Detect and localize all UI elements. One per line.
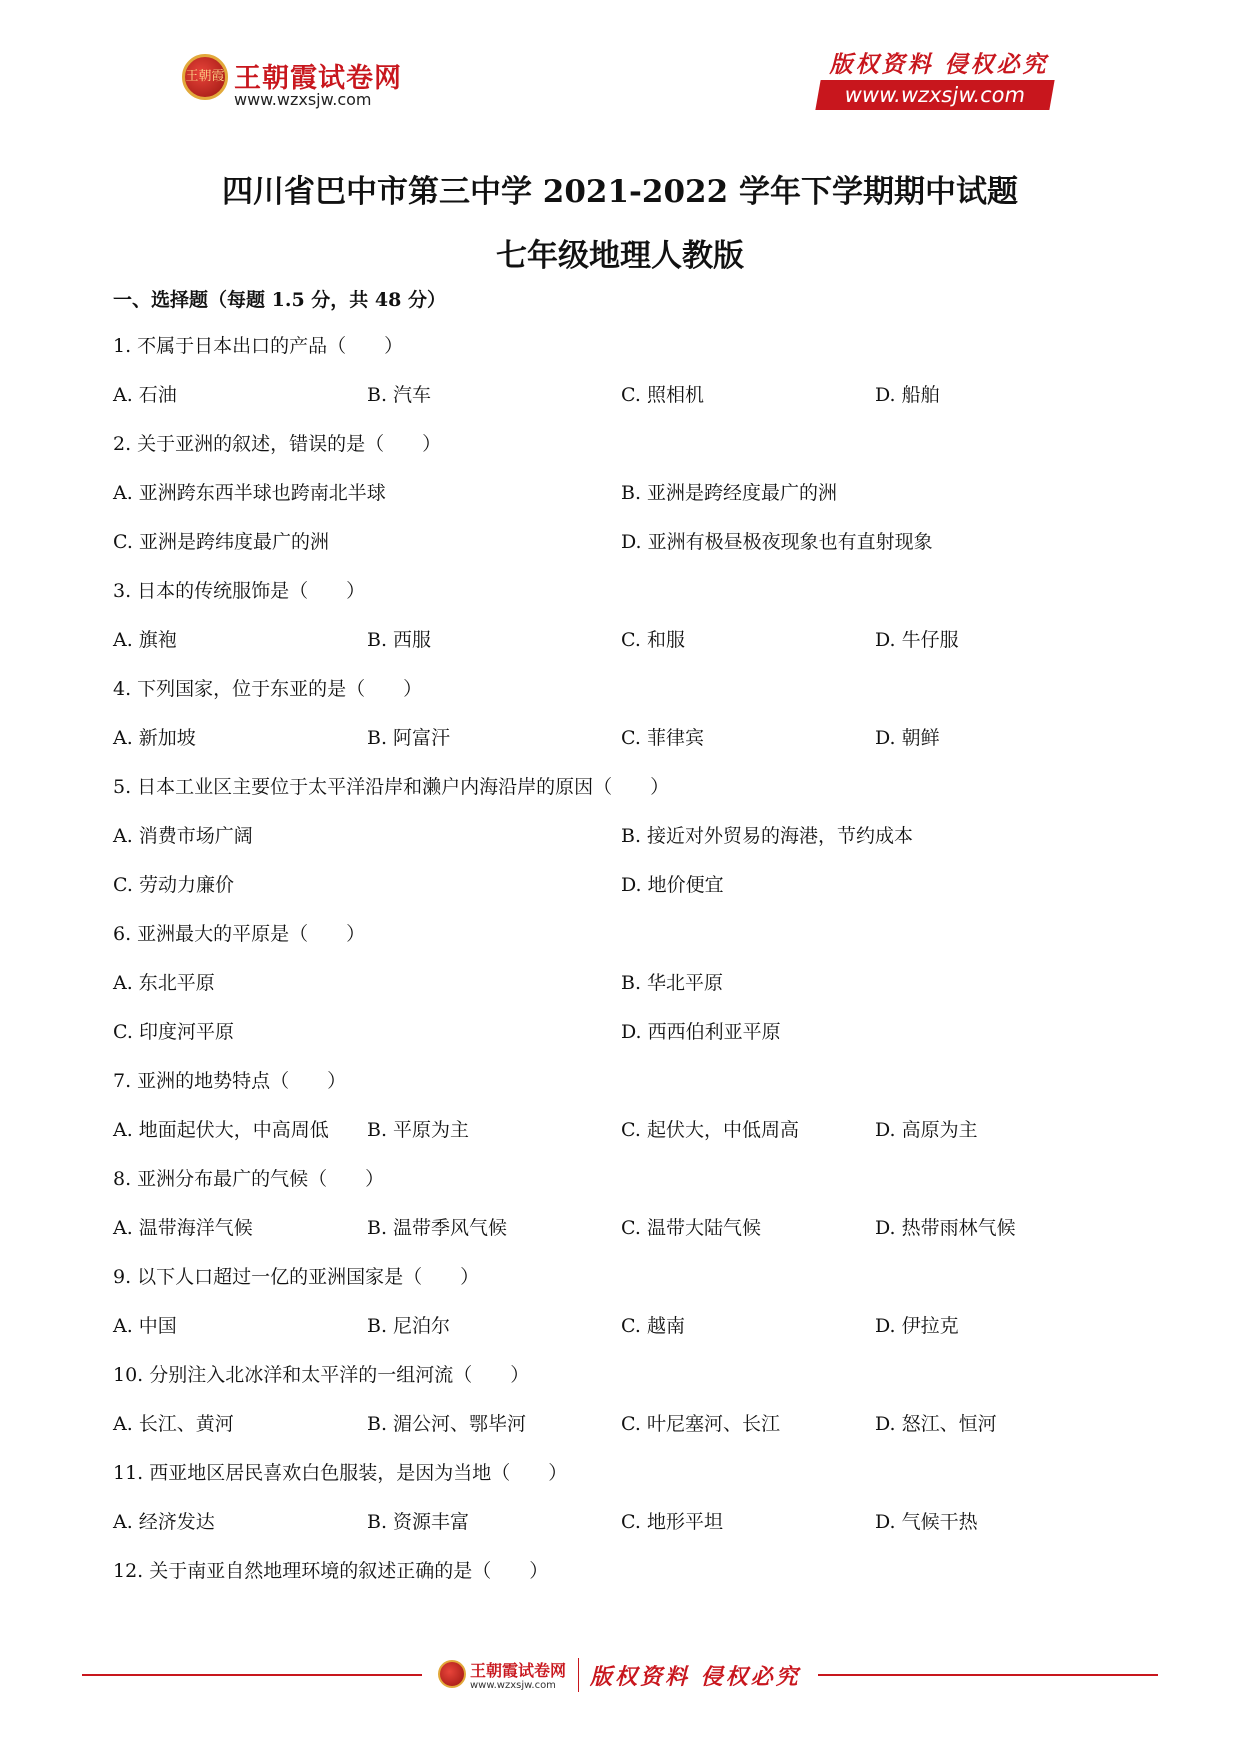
- option-b: B. 资源丰富: [367, 1511, 470, 1533]
- option-d: D. 地价便宜: [621, 874, 724, 896]
- page-footer: [0, 1650, 1240, 1700]
- option-b: B. 尼泊尔: [367, 1315, 451, 1337]
- options-row: [113, 1204, 1133, 1253]
- question-text: 11. 西亚地区居民喜欢白色服装，是因为当地（ ）: [113, 1462, 568, 1484]
- option-d: D. 朝鲜: [875, 727, 940, 749]
- option-b: B. 温带季风气候: [367, 1217, 508, 1239]
- option-c: C. 劳动力廉价: [113, 874, 234, 896]
- option-b: B. 华北平原: [621, 972, 724, 994]
- option-c: C. 菲律宾: [621, 727, 704, 749]
- options-row: [113, 861, 1133, 910]
- copyright-url-banner[interactable]: www.wzxsjw.com: [815, 80, 1054, 110]
- options-row: [113, 1302, 1133, 1351]
- option-a: A. 长江、黄河: [113, 1413, 234, 1435]
- option-a: A. 旗袍: [113, 629, 177, 651]
- section-heading: 一、选择题（每题 1.5 分，共 48 分）: [113, 289, 446, 311]
- option-a: A. 石油: [113, 384, 177, 406]
- footer-logo-url: www.wzxsjw.com: [470, 1680, 556, 1691]
- question-list: [113, 282, 1133, 1596]
- option-b: B. 西服: [367, 629, 432, 651]
- page-header: [0, 0, 1240, 130]
- logo-name: 王朝霞试卷网: [234, 63, 402, 94]
- question-text: 10. 分别注入北冰洋和太平洋的一组河流（ ）: [113, 1364, 530, 1386]
- option-a: A. 温带海洋气候: [113, 1217, 253, 1239]
- exam-subtitle: 七年级地理人教版: [496, 238, 744, 274]
- options-row: [113, 371, 1133, 420]
- option-b: B. 平原为主: [367, 1119, 470, 1141]
- options-row: [113, 1498, 1133, 1547]
- footer-logo-badge-icon: [438, 1660, 466, 1688]
- option-d: D. 气候干热: [875, 1511, 978, 1533]
- option-a: A. 东北平原: [113, 972, 215, 994]
- options-row: [113, 1008, 1133, 1057]
- option-c: C. 叶尼塞河、长江: [621, 1413, 780, 1435]
- question-text: 9. 以下人口超过一亿的亚洲国家是（ ）: [113, 1266, 480, 1288]
- option-d: D. 热带雨林气候: [875, 1217, 1016, 1239]
- options-row: [113, 469, 1133, 518]
- options-row: [113, 1106, 1133, 1155]
- option-d: D. 怒江、恒河: [875, 1413, 997, 1435]
- exam-title: 四川省巴中市第三中学 2021-2022 学年下学期期中试题: [221, 174, 1018, 210]
- option-c: C. 地形平坦: [621, 1511, 723, 1533]
- option-b: B. 亚洲是跨经度最广的洲: [621, 482, 838, 504]
- option-b: B. 汽车: [367, 384, 432, 406]
- footer-divider-right: [818, 1674, 1158, 1676]
- site-logo[interactable]: [182, 54, 412, 114]
- options-row: [113, 812, 1133, 861]
- logo-badge-icon: 王朝霞: [182, 54, 228, 100]
- question-text: 3. 日本的传统服饰是（ ）: [113, 580, 366, 602]
- option-d: D. 牛仔服: [875, 629, 959, 651]
- question-text: 5. 日本工业区主要位于太平洋沿岸和濑户内海沿岸的原因（ ）: [113, 776, 670, 798]
- question-text: 7. 亚洲的地势特点（ ）: [113, 1070, 347, 1092]
- option-b: B. 阿富汗: [367, 727, 451, 749]
- logo-url: www.wzxsjw.com: [234, 90, 372, 109]
- option-a: A. 经济发达: [113, 1511, 215, 1533]
- option-b: B. 湄公河、鄂毕河: [367, 1413, 527, 1435]
- option-d: D. 高原为主: [875, 1119, 978, 1141]
- copyright-slogan: 版权资料 侵权必究: [829, 51, 1049, 78]
- option-d: D. 船舶: [875, 384, 940, 406]
- option-a: A. 中国: [113, 1315, 177, 1337]
- option-c: C. 和服: [621, 629, 685, 651]
- option-a: A. 新加坡: [113, 727, 196, 749]
- footer-divider-left: [82, 1674, 422, 1676]
- option-c: C. 照相机: [621, 384, 704, 406]
- option-d: D. 伊拉克: [875, 1315, 959, 1337]
- footer-logo[interactable]: [438, 1658, 586, 1698]
- options-row: [113, 714, 1133, 763]
- question-text: 4. 下列国家，位于东亚的是（ ）: [113, 678, 423, 700]
- question-text: 2. 关于亚洲的叙述，错误的是（ ）: [113, 433, 442, 455]
- option-b: B. 接近对外贸易的海港，节约成本: [621, 825, 914, 847]
- option-d: D. 西西伯利亚平原: [621, 1021, 781, 1043]
- option-a: A. 亚洲跨东西半球也跨南北半球: [113, 482, 386, 504]
- options-row: [113, 1400, 1133, 1449]
- option-c: C. 起伏大，中低周高: [621, 1119, 799, 1141]
- option-c: C. 亚洲是跨纬度最广的洲: [113, 531, 329, 553]
- question-text: 6. 亚洲最大的平原是（ ）: [113, 923, 366, 945]
- options-row: [113, 518, 1133, 567]
- options-row: [113, 616, 1133, 665]
- option-c: C. 温带大陆气候: [621, 1217, 761, 1239]
- question-text: 8. 亚洲分布最广的气候（ ）: [113, 1168, 385, 1190]
- option-d: D. 亚洲有极昼极夜现象也有直射现象: [621, 531, 933, 553]
- footer-logo-name: 王朝霞试卷网: [470, 1661, 567, 1680]
- footer-separator: [578, 1658, 579, 1692]
- question-text: 1. 不属于日本出口的产品（ ）: [113, 335, 404, 357]
- option-a: A. 地面起伏大，中高周低: [113, 1119, 329, 1141]
- question-text: 12. 关于南亚自然地理环境的叙述正确的是（ ）: [113, 1560, 549, 1582]
- option-c: C. 越南: [621, 1315, 685, 1337]
- option-a: A. 消费市场广阔: [113, 825, 253, 847]
- options-row: [113, 959, 1133, 1008]
- footer-slogan: 版权资料 侵权必究: [590, 1664, 801, 1690]
- option-c: C. 印度河平原: [113, 1021, 234, 1043]
